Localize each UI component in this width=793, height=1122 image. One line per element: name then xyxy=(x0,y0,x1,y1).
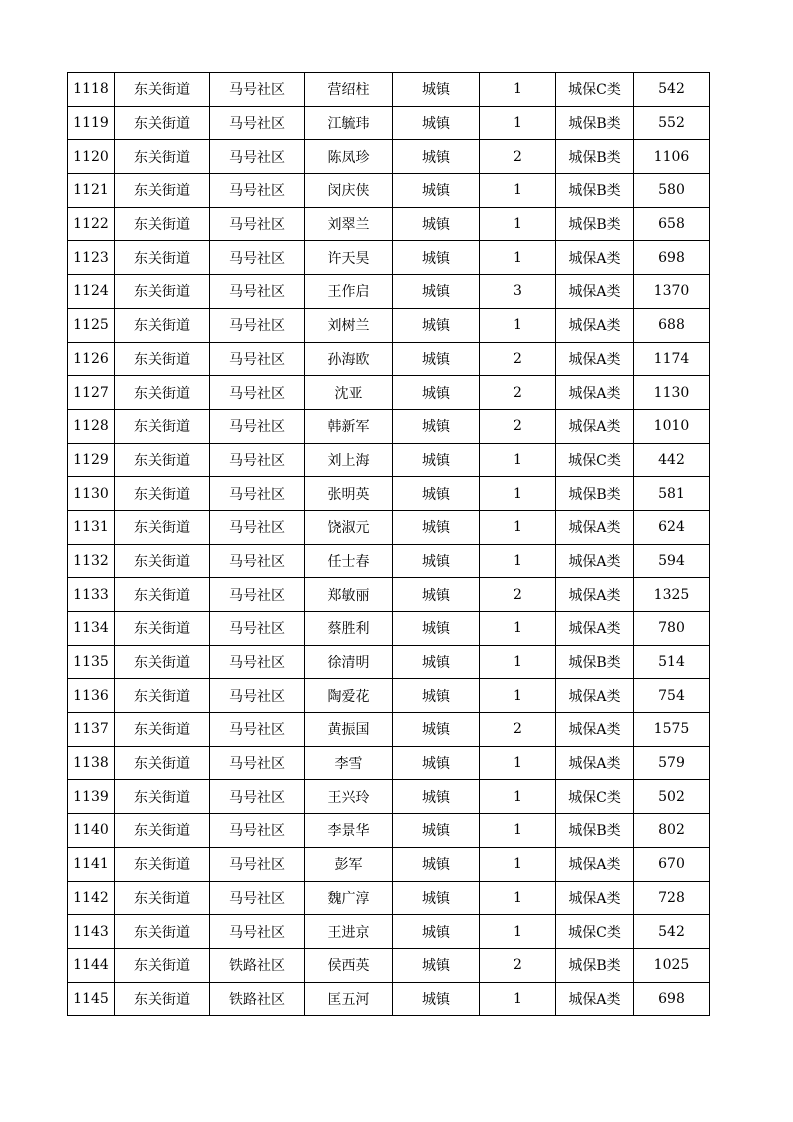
amount-cell: 670 xyxy=(634,847,710,881)
household-count-cell: 1 xyxy=(480,477,556,511)
amount-cell: 688 xyxy=(634,308,710,342)
table-row xyxy=(68,308,710,342)
community-cell: 马号社区 xyxy=(210,713,305,747)
community-cell: 马号社区 xyxy=(210,275,305,309)
row-number-cell: 1128 xyxy=(68,409,115,443)
subsidy-table xyxy=(67,72,710,1016)
name-cell: 陈凤珍 xyxy=(305,140,393,174)
community-cell: 马号社区 xyxy=(210,881,305,915)
amount-cell: 580 xyxy=(634,174,710,208)
row-number-cell: 1131 xyxy=(68,510,115,544)
community-cell: 马号社区 xyxy=(210,443,305,477)
amount-cell: 1174 xyxy=(634,342,710,376)
area-type-cell: 城镇 xyxy=(393,915,480,949)
table-row xyxy=(68,241,710,275)
table-row xyxy=(68,73,710,107)
subdistrict-cell: 东关街道 xyxy=(115,847,210,881)
name-cell: 李景华 xyxy=(305,814,393,848)
area-type-cell: 城镇 xyxy=(393,73,480,107)
category-cell: 城保A类 xyxy=(556,510,634,544)
name-cell: 匡五河 xyxy=(305,982,393,1016)
household-count-cell: 1 xyxy=(480,746,556,780)
table-row xyxy=(68,342,710,376)
household-count-cell: 1 xyxy=(480,881,556,915)
subdistrict-cell: 东关街道 xyxy=(115,409,210,443)
row-number-cell: 1130 xyxy=(68,477,115,511)
row-number-cell: 1118 xyxy=(68,73,115,107)
amount-cell: 780 xyxy=(634,612,710,646)
area-type-cell: 城镇 xyxy=(393,477,480,511)
area-type-cell: 城镇 xyxy=(393,814,480,848)
amount-cell: 542 xyxy=(634,73,710,107)
table-row xyxy=(68,780,710,814)
table-row xyxy=(68,207,710,241)
household-count-cell: 2 xyxy=(480,578,556,612)
category-cell: 城保C类 xyxy=(556,780,634,814)
name-cell: 蔡胜利 xyxy=(305,612,393,646)
table-body xyxy=(68,73,710,1016)
table-row xyxy=(68,477,710,511)
amount-cell: 1575 xyxy=(634,713,710,747)
name-cell: 营绍柱 xyxy=(305,73,393,107)
household-count-cell: 1 xyxy=(480,544,556,578)
area-type-cell: 城镇 xyxy=(393,510,480,544)
household-count-cell: 1 xyxy=(480,73,556,107)
table-row xyxy=(68,376,710,410)
household-count-cell: 1 xyxy=(480,982,556,1016)
name-cell: 王作启 xyxy=(305,275,393,309)
row-number-cell: 1141 xyxy=(68,847,115,881)
subdistrict-cell: 东关街道 xyxy=(115,746,210,780)
subdistrict-cell: 东关街道 xyxy=(115,73,210,107)
category-cell: 城保A类 xyxy=(556,847,634,881)
row-number-cell: 1129 xyxy=(68,443,115,477)
household-count-cell: 1 xyxy=(480,612,556,646)
subdistrict-cell: 东关街道 xyxy=(115,982,210,1016)
amount-cell: 514 xyxy=(634,645,710,679)
household-count-cell: 1 xyxy=(480,780,556,814)
community-cell: 马号社区 xyxy=(210,780,305,814)
row-number-cell: 1137 xyxy=(68,713,115,747)
household-count-cell: 2 xyxy=(480,342,556,376)
subdistrict-cell: 东关街道 xyxy=(115,376,210,410)
row-number-cell: 1132 xyxy=(68,544,115,578)
community-cell: 马号社区 xyxy=(210,915,305,949)
area-type-cell: 城镇 xyxy=(393,140,480,174)
amount-cell: 1025 xyxy=(634,948,710,982)
household-count-cell: 1 xyxy=(480,106,556,140)
category-cell: 城保B类 xyxy=(556,174,634,208)
row-number-cell: 1143 xyxy=(68,915,115,949)
amount-cell: 594 xyxy=(634,544,710,578)
table-row xyxy=(68,881,710,915)
row-number-cell: 1142 xyxy=(68,881,115,915)
community-cell: 马号社区 xyxy=(210,847,305,881)
category-cell: 城保A类 xyxy=(556,308,634,342)
amount-cell: 502 xyxy=(634,780,710,814)
name-cell: 刘翠兰 xyxy=(305,207,393,241)
area-type-cell: 城镇 xyxy=(393,106,480,140)
area-type-cell: 城镇 xyxy=(393,612,480,646)
name-cell: 陶爱花 xyxy=(305,679,393,713)
row-number-cell: 1120 xyxy=(68,140,115,174)
name-cell: 黄振国 xyxy=(305,713,393,747)
category-cell: 城保B类 xyxy=(556,207,634,241)
area-type-cell: 城镇 xyxy=(393,376,480,410)
community-cell: 铁路社区 xyxy=(210,948,305,982)
community-cell: 马号社区 xyxy=(210,645,305,679)
name-cell: 徐清明 xyxy=(305,645,393,679)
area-type-cell: 城镇 xyxy=(393,544,480,578)
amount-cell: 1370 xyxy=(634,275,710,309)
category-cell: 城保A类 xyxy=(556,578,634,612)
community-cell: 马号社区 xyxy=(210,106,305,140)
subdistrict-cell: 东关街道 xyxy=(115,207,210,241)
category-cell: 城保A类 xyxy=(556,679,634,713)
category-cell: 城保A类 xyxy=(556,376,634,410)
row-number-cell: 1144 xyxy=(68,948,115,982)
community-cell: 马号社区 xyxy=(210,241,305,275)
category-cell: 城保B类 xyxy=(556,477,634,511)
category-cell: 城保A类 xyxy=(556,713,634,747)
table-row xyxy=(68,544,710,578)
name-cell: 王兴玲 xyxy=(305,780,393,814)
area-type-cell: 城镇 xyxy=(393,780,480,814)
row-number-cell: 1135 xyxy=(68,645,115,679)
amount-cell: 442 xyxy=(634,443,710,477)
category-cell: 城保A类 xyxy=(556,275,634,309)
table-row xyxy=(68,679,710,713)
area-type-cell: 城镇 xyxy=(393,443,480,477)
subdistrict-cell: 东关街道 xyxy=(115,174,210,208)
area-type-cell: 城镇 xyxy=(393,342,480,376)
subdistrict-cell: 东关街道 xyxy=(115,915,210,949)
category-cell: 城保B类 xyxy=(556,948,634,982)
table-row xyxy=(68,106,710,140)
subdistrict-cell: 东关街道 xyxy=(115,443,210,477)
area-type-cell: 城镇 xyxy=(393,241,480,275)
area-type-cell: 城镇 xyxy=(393,645,480,679)
category-cell: 城保B类 xyxy=(556,645,634,679)
subdistrict-cell: 东关街道 xyxy=(115,780,210,814)
name-cell: 刘树兰 xyxy=(305,308,393,342)
table-row xyxy=(68,443,710,477)
community-cell: 马号社区 xyxy=(210,207,305,241)
household-count-cell: 2 xyxy=(480,713,556,747)
community-cell: 马号社区 xyxy=(210,510,305,544)
amount-cell: 1106 xyxy=(634,140,710,174)
category-cell: 城保A类 xyxy=(556,409,634,443)
subdistrict-cell: 东关街道 xyxy=(115,510,210,544)
table-row xyxy=(68,847,710,881)
category-cell: 城保B类 xyxy=(556,106,634,140)
amount-cell: 624 xyxy=(634,510,710,544)
name-cell: 江毓玮 xyxy=(305,106,393,140)
subdistrict-cell: 东关街道 xyxy=(115,275,210,309)
row-number-cell: 1139 xyxy=(68,780,115,814)
amount-cell: 542 xyxy=(634,915,710,949)
household-count-cell: 2 xyxy=(480,140,556,174)
community-cell: 铁路社区 xyxy=(210,982,305,1016)
amount-cell: 658 xyxy=(634,207,710,241)
category-cell: 城保A类 xyxy=(556,544,634,578)
category-cell: 城保C类 xyxy=(556,915,634,949)
name-cell: 张明英 xyxy=(305,477,393,511)
household-count-cell: 2 xyxy=(480,948,556,982)
community-cell: 马号社区 xyxy=(210,679,305,713)
name-cell: 沈亚 xyxy=(305,376,393,410)
row-number-cell: 1124 xyxy=(68,275,115,309)
name-cell: 王进京 xyxy=(305,915,393,949)
household-count-cell: 1 xyxy=(480,207,556,241)
household-count-cell: 1 xyxy=(480,174,556,208)
household-count-cell: 1 xyxy=(480,915,556,949)
amount-cell: 754 xyxy=(634,679,710,713)
subdistrict-cell: 东关街道 xyxy=(115,679,210,713)
household-count-cell: 1 xyxy=(480,241,556,275)
community-cell: 马号社区 xyxy=(210,612,305,646)
table-row xyxy=(68,510,710,544)
category-cell: 城保A类 xyxy=(556,342,634,376)
subdistrict-cell: 东关街道 xyxy=(115,477,210,511)
category-cell: 城保C类 xyxy=(556,73,634,107)
name-cell: 任士春 xyxy=(305,544,393,578)
amount-cell: 552 xyxy=(634,106,710,140)
row-number-cell: 1136 xyxy=(68,679,115,713)
subdistrict-cell: 东关街道 xyxy=(115,645,210,679)
row-number-cell: 1133 xyxy=(68,578,115,612)
community-cell: 马号社区 xyxy=(210,477,305,511)
area-type-cell: 城镇 xyxy=(393,207,480,241)
table-row xyxy=(68,982,710,1016)
name-cell: 韩新军 xyxy=(305,409,393,443)
household-count-cell: 1 xyxy=(480,443,556,477)
table-row xyxy=(68,578,710,612)
community-cell: 马号社区 xyxy=(210,342,305,376)
subdistrict-cell: 东关街道 xyxy=(115,578,210,612)
name-cell: 刘上海 xyxy=(305,443,393,477)
area-type-cell: 城镇 xyxy=(393,746,480,780)
area-type-cell: 城镇 xyxy=(393,308,480,342)
category-cell: 城保B类 xyxy=(556,140,634,174)
subdistrict-cell: 东关街道 xyxy=(115,612,210,646)
subdistrict-cell: 东关街道 xyxy=(115,814,210,848)
table-row xyxy=(68,814,710,848)
household-count-cell: 3 xyxy=(480,275,556,309)
row-number-cell: 1123 xyxy=(68,241,115,275)
community-cell: 马号社区 xyxy=(210,578,305,612)
community-cell: 马号社区 xyxy=(210,308,305,342)
table-row xyxy=(68,746,710,780)
household-count-cell: 2 xyxy=(480,409,556,443)
amount-cell: 802 xyxy=(634,814,710,848)
household-count-cell: 1 xyxy=(480,679,556,713)
amount-cell: 1325 xyxy=(634,578,710,612)
community-cell: 马号社区 xyxy=(210,544,305,578)
subdistrict-cell: 东关街道 xyxy=(115,308,210,342)
community-cell: 马号社区 xyxy=(210,140,305,174)
subdistrict-cell: 东关街道 xyxy=(115,881,210,915)
area-type-cell: 城镇 xyxy=(393,174,480,208)
name-cell: 郑敏丽 xyxy=(305,578,393,612)
table-row xyxy=(68,713,710,747)
category-cell: 城保A类 xyxy=(556,881,634,915)
subdistrict-cell: 东关街道 xyxy=(115,140,210,174)
row-number-cell: 1119 xyxy=(68,106,115,140)
amount-cell: 1130 xyxy=(634,376,710,410)
name-cell: 闵庆侠 xyxy=(305,174,393,208)
amount-cell: 698 xyxy=(634,241,710,275)
amount-cell: 728 xyxy=(634,881,710,915)
category-cell: 城保A类 xyxy=(556,241,634,275)
row-number-cell: 1138 xyxy=(68,746,115,780)
amount-cell: 1010 xyxy=(634,409,710,443)
category-cell: 城保A类 xyxy=(556,612,634,646)
category-cell: 城保C类 xyxy=(556,443,634,477)
name-cell: 侯西英 xyxy=(305,948,393,982)
subdistrict-cell: 东关街道 xyxy=(115,713,210,747)
household-count-cell: 1 xyxy=(480,814,556,848)
name-cell: 彭军 xyxy=(305,847,393,881)
table-row xyxy=(68,409,710,443)
community-cell: 马号社区 xyxy=(210,814,305,848)
area-type-cell: 城镇 xyxy=(393,275,480,309)
area-type-cell: 城镇 xyxy=(393,881,480,915)
table-row xyxy=(68,948,710,982)
community-cell: 马号社区 xyxy=(210,174,305,208)
area-type-cell: 城镇 xyxy=(393,578,480,612)
name-cell: 饶淑元 xyxy=(305,510,393,544)
community-cell: 马号社区 xyxy=(210,376,305,410)
row-number-cell: 1140 xyxy=(68,814,115,848)
table-row xyxy=(68,612,710,646)
row-number-cell: 1121 xyxy=(68,174,115,208)
amount-cell: 579 xyxy=(634,746,710,780)
community-cell: 马号社区 xyxy=(210,73,305,107)
area-type-cell: 城镇 xyxy=(393,713,480,747)
category-cell: 城保A类 xyxy=(556,982,634,1016)
row-number-cell: 1125 xyxy=(68,308,115,342)
subdistrict-cell: 东关街道 xyxy=(115,241,210,275)
household-count-cell: 2 xyxy=(480,376,556,410)
row-number-cell: 1127 xyxy=(68,376,115,410)
subdistrict-cell: 东关街道 xyxy=(115,948,210,982)
subdistrict-cell: 东关街道 xyxy=(115,106,210,140)
community-cell: 马号社区 xyxy=(210,746,305,780)
row-number-cell: 1126 xyxy=(68,342,115,376)
category-cell: 城保A类 xyxy=(556,746,634,780)
household-count-cell: 1 xyxy=(480,510,556,544)
area-type-cell: 城镇 xyxy=(393,679,480,713)
name-cell: 李雪 xyxy=(305,746,393,780)
name-cell: 孙海欧 xyxy=(305,342,393,376)
community-cell: 马号社区 xyxy=(210,409,305,443)
amount-cell: 698 xyxy=(634,982,710,1016)
area-type-cell: 城镇 xyxy=(393,948,480,982)
category-cell: 城保B类 xyxy=(556,814,634,848)
household-count-cell: 1 xyxy=(480,847,556,881)
subdistrict-cell: 东关街道 xyxy=(115,342,210,376)
area-type-cell: 城镇 xyxy=(393,847,480,881)
row-number-cell: 1145 xyxy=(68,982,115,1016)
table-row xyxy=(68,275,710,309)
table-row xyxy=(68,140,710,174)
subdistrict-cell: 东关街道 xyxy=(115,544,210,578)
amount-cell: 581 xyxy=(634,477,710,511)
area-type-cell: 城镇 xyxy=(393,409,480,443)
name-cell: 魏广淳 xyxy=(305,881,393,915)
row-number-cell: 1122 xyxy=(68,207,115,241)
household-count-cell: 1 xyxy=(480,645,556,679)
name-cell: 许天昊 xyxy=(305,241,393,275)
table-row xyxy=(68,645,710,679)
row-number-cell: 1134 xyxy=(68,612,115,646)
household-count-cell: 1 xyxy=(480,308,556,342)
area-type-cell: 城镇 xyxy=(393,982,480,1016)
table-row xyxy=(68,915,710,949)
table-row xyxy=(68,174,710,208)
